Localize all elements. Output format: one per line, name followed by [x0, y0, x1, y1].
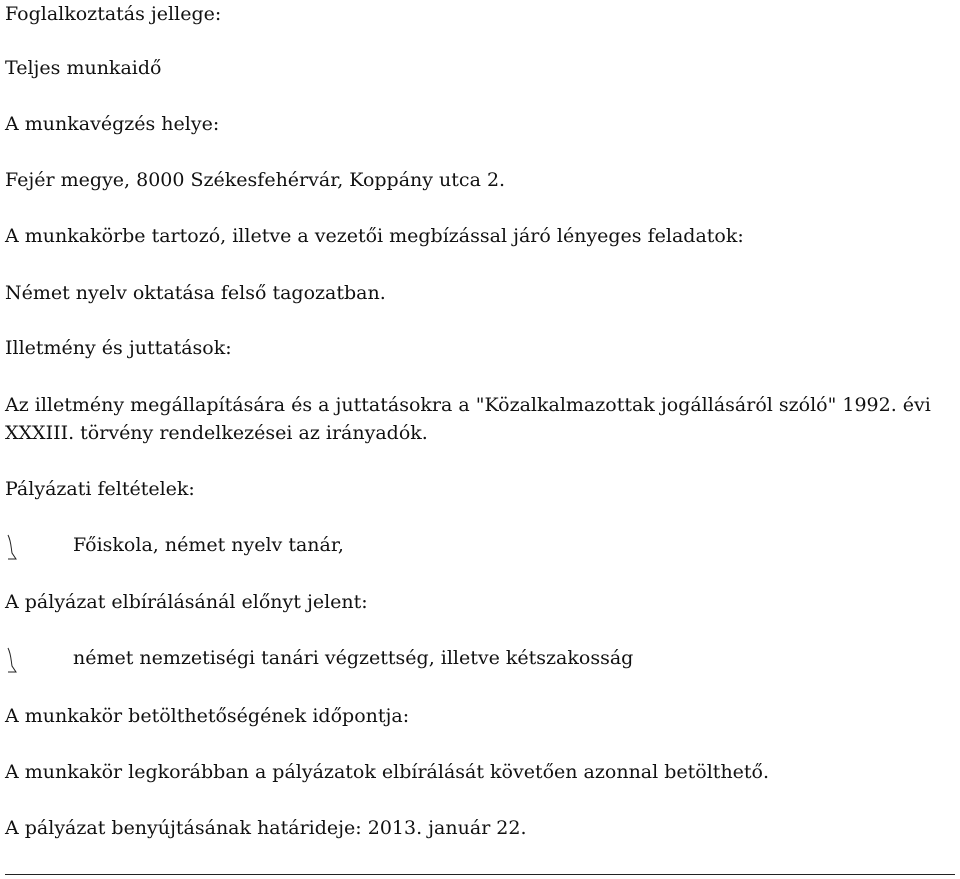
requirements-item-text: Főiskola, német nyelv tanár, — [73, 534, 344, 556]
duties-value: Német nyelv oktatása felső tagozatban. — [5, 282, 386, 304]
salary-label: Illetmény és juttatások: — [5, 337, 232, 359]
requirements-label: Pályázati feltételek: — [5, 478, 195, 500]
advantages-item-text: német nemzetiségi tanári végzettség, illetve kétszakosság — [73, 647, 634, 669]
advantages-label: A pályázat elbírálásánál előnyt jelent: — [5, 591, 368, 613]
deadline-text: A pályázat benyújtásának határideje: 2013. január 22. — [5, 817, 527, 839]
workplace-label: A munkavégzés helye: — [5, 113, 220, 135]
employment-type-value: Teljes munkaidő — [5, 57, 162, 79]
bottom-divider — [5, 874, 955, 875]
workplace-value: Fejér megye, 8000 Székesfehérvár, Koppány utca 2. — [5, 169, 506, 191]
start-date-label: A munkakör betölthetőségének időpontja: — [5, 705, 410, 727]
salary-value: Az illetmény megállapítására és a juttatásokra a "Közalkalmazottak jogállásáról szóló" 1992. évi XXXIII. törvény rendelkezései az irányadók. — [5, 394, 931, 444]
duties-label: A munkakörbe tartozó, illetve a vezetői megbízással járó lényeges feladatok: — [5, 225, 744, 247]
start-date-value: A munkakör legkorábban a pályázatok elbírálását követően azonnal betölthető. — [5, 761, 770, 783]
bullet-icon — [5, 533, 19, 561]
bullet-icon — [5, 646, 19, 674]
employment-type-label: Foglalkoztatás jellege: — [5, 3, 222, 25]
